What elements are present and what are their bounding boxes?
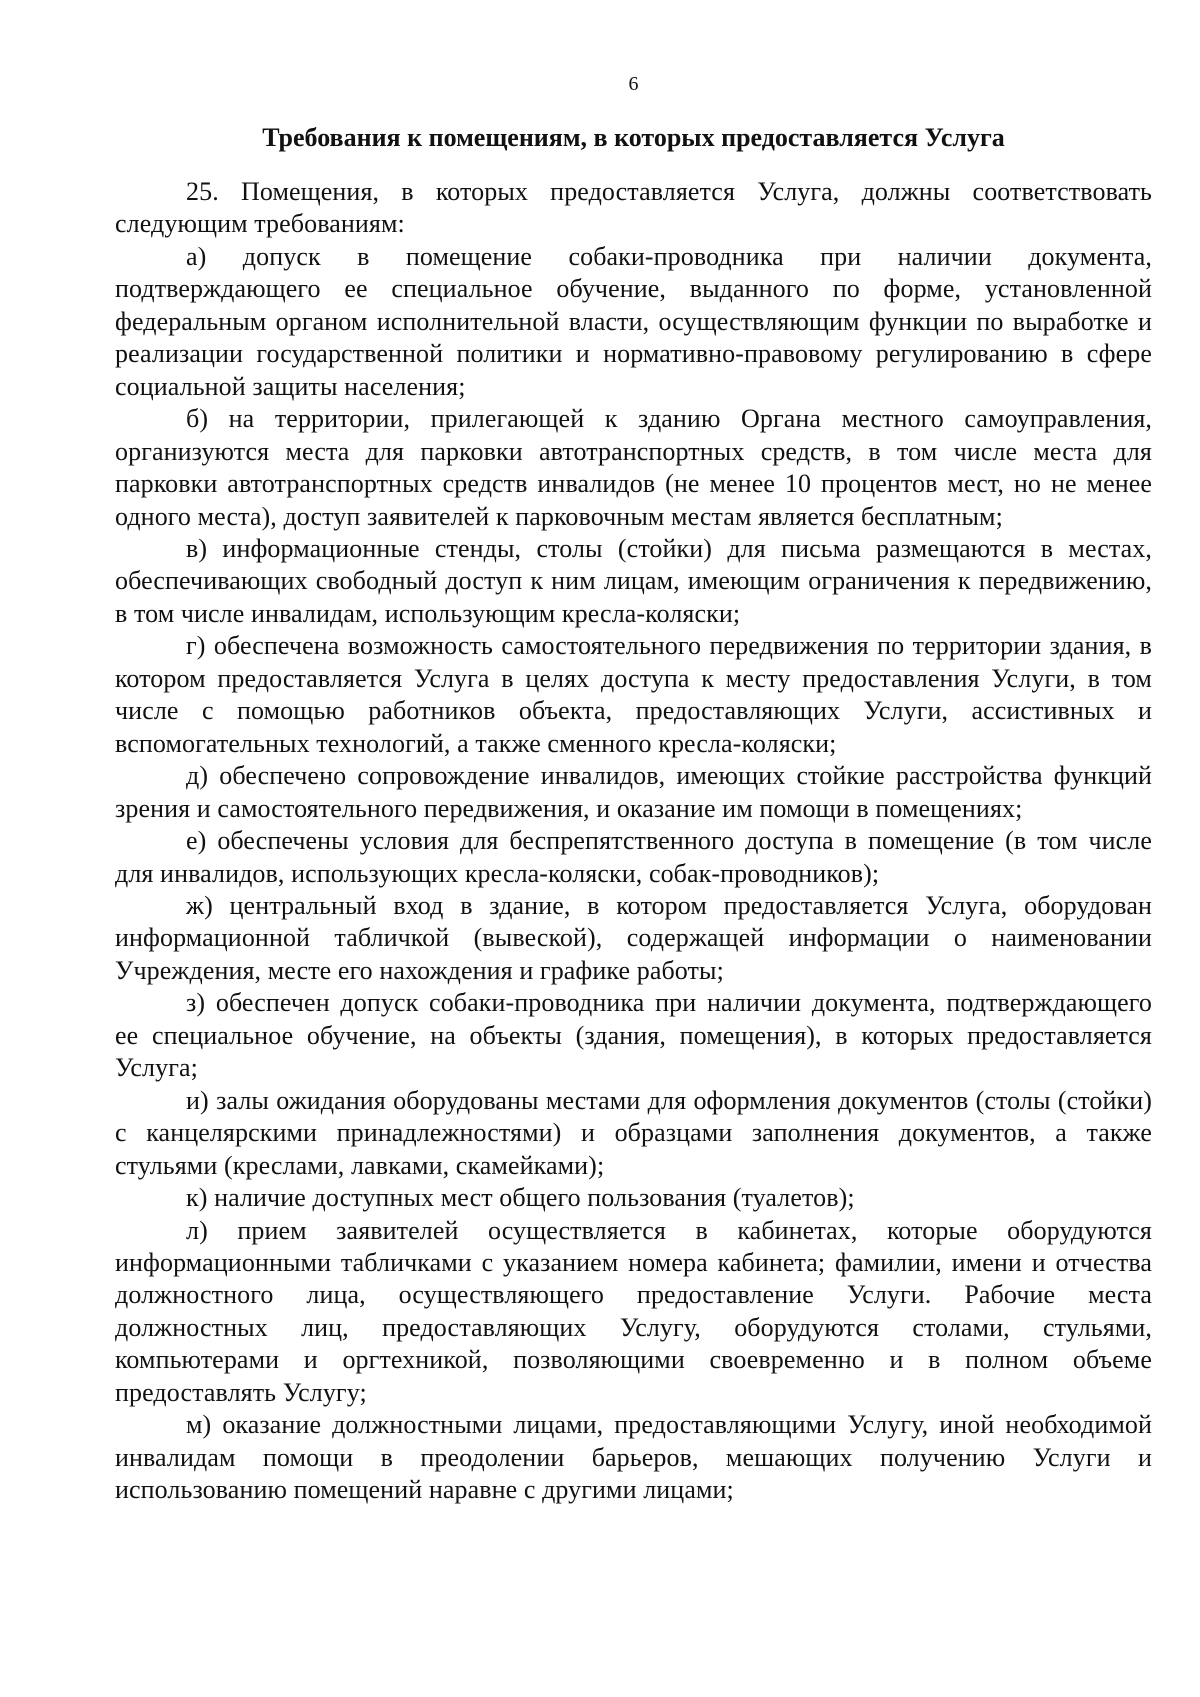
paragraph-e: е) обеспечены условия для беспрепятственного доступа в помещение (в том числе для инвалидов, использующих кресла-коляски, собак-проводников); (115, 826, 1152, 888)
paragraph-v: в) информационные стенды, столы (стойки) для письма размещаются в местах, обеспечивающих свободный доступ к ним лицам, имеющим ограничения к передвижению, в том числе инвалидам, использующим кресла-коляски; (115, 533, 1152, 628)
document-body (115, 176, 1152, 1507)
paragraph-zh: ж) центральный вход в здание, в котором предоставляется Услуга, оборудован информационной табличкой (вывеской), содержащей информации о наименовании Учреждения, месте его нахождения и графике работы; (115, 890, 1152, 985)
paragraph-a: а) допуск в помещение собаки-проводника при наличии документа, подтверждающего ее специальное обучение, выданного по форме, установленной федеральным органом исполнительной власти, осуществляющим функции по выработке и реализации государственной политики и нормативно-правовому регулированию в сфере социальной защиты населения; (115, 241, 1152, 401)
paragraph-i: и) залы ожидания оборудованы местами для оформления документов (столы (стойки) с канцелярскими принадлежностями) и образцами заполнения документов, а также стульями (креслами, лавками, скамейками); (115, 1085, 1152, 1180)
paragraph-k: к) наличие доступных мест общего пользования (туалетов); (186, 1183, 855, 1213)
page-number: 6 (628, 73, 639, 95)
section-heading: Требования к помещениям, в которых предоставляется Услуга (262, 123, 1005, 152)
paragraph-l: л) прием заявителей осуществляется в кабинетах, которые оборудуются информационными табличками с указанием номера кабинета; фамилии, имени и отчества должностного лица, осуществляющего предоставление Услуги. Рабочие места должностных лиц, предоставляющих Услугу, оборудуются столами, стульями, компьютерами и оргтехникой, позволяющими своевременно и в полном объеме предоставлять Услугу; (115, 1215, 1152, 1407)
paragraph-g: г) обеспечена возможность самостоятельного передвижения по территории здания, в котором предоставляется Услуга в целях доступа к месту предоставления Услуги, в том числе с помощью работников объекта, предоставляющих Услуги, ассистивных и вспомогательных технологий, а также сменного кресла-коляски; (115, 631, 1152, 758)
paragraph-b: б) на территории, прилегающей к зданию Органа местного самоуправления, организуются места для парковки автотранспортных средств, в том числе места для парковки автотранспортных средств инвалидов (не менее 10 процентов мест, но не менее одного места), доступ заявителей к парковочным местам является бесплатным; (115, 404, 1152, 531)
paragraph-z: з) обеспечен допуск собаки-проводника при наличии документа, подтверждающего ее специальное обучение, на объекты (здания, помещения), в которых предоставляется Услуга; (115, 988, 1152, 1083)
paragraph-m: м) оказание должностными лицами, предоставляющими Услугу, иной необходимой инвалидам помощи в преодолении барьеров, мешающих получению Услуги и использованию помещений наравне с другими лицами; (115, 1410, 1152, 1505)
paragraph-d: д) обеспечено сопровождение инвалидов, имеющих стойкие расстройства функций зрения и самостоятельного передвижения, и оказание им помощи в помещениях; (115, 761, 1152, 823)
paragraph-25: 25. Помещения, в которых предоставляется Услуга, должны соответствовать следующим требованиям: (115, 177, 1152, 239)
